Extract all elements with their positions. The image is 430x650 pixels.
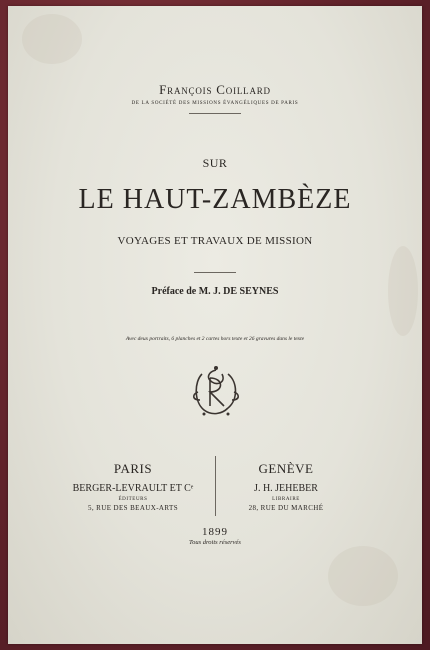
publisher-address: 28, RUE DU MARCHÉ: [248, 504, 324, 512]
divider: [194, 272, 236, 273]
column-divider: [215, 456, 216, 516]
author-affiliation: DE LA SOCIÉTÉ DES MISSIONS ÉVANGÉLIQUES DE PARIS: [131, 101, 299, 106]
publisher-city: PARIS: [113, 461, 153, 476]
paper-stain: [328, 546, 398, 606]
book-subtitle: VOYAGES ET TRAVAUX DE MISSION: [117, 235, 313, 247]
preface-credit: Préface de M. J. DE SEYNES: [151, 286, 279, 297]
right-publisher: [234, 461, 338, 512]
rights-notice: Tous droits réservés: [189, 539, 241, 546]
publisher-role: LIBRAIRE: [272, 497, 300, 502]
publisher-name: J. H. JEHEBER: [254, 483, 318, 494]
book-title: LE HAUT-ZAMBÈZE: [78, 184, 352, 215]
book-cover: [8, 6, 422, 644]
divider: [189, 113, 241, 114]
publication-year: 1899: [202, 526, 228, 538]
pre-title: SUR: [202, 156, 228, 170]
left-publisher: [70, 461, 196, 512]
publisher-role: ÉDITEURS: [118, 497, 148, 502]
author-name: François Coillard: [159, 82, 271, 97]
paper-stain: [22, 14, 82, 64]
publisher-address: 5, RUE DES BEAUX-ARTS: [87, 504, 179, 512]
publisher-name: BERGER-LEVRAULT ET Cᵉ: [72, 483, 194, 494]
illustration-note: Avec deux portraits, 6 planches et 2 cartes hors texte et 26 gravures dans le texte: [125, 336, 305, 342]
publisher-monogram-icon: [188, 364, 244, 420]
publisher-city: GENÈVE: [258, 461, 314, 476]
